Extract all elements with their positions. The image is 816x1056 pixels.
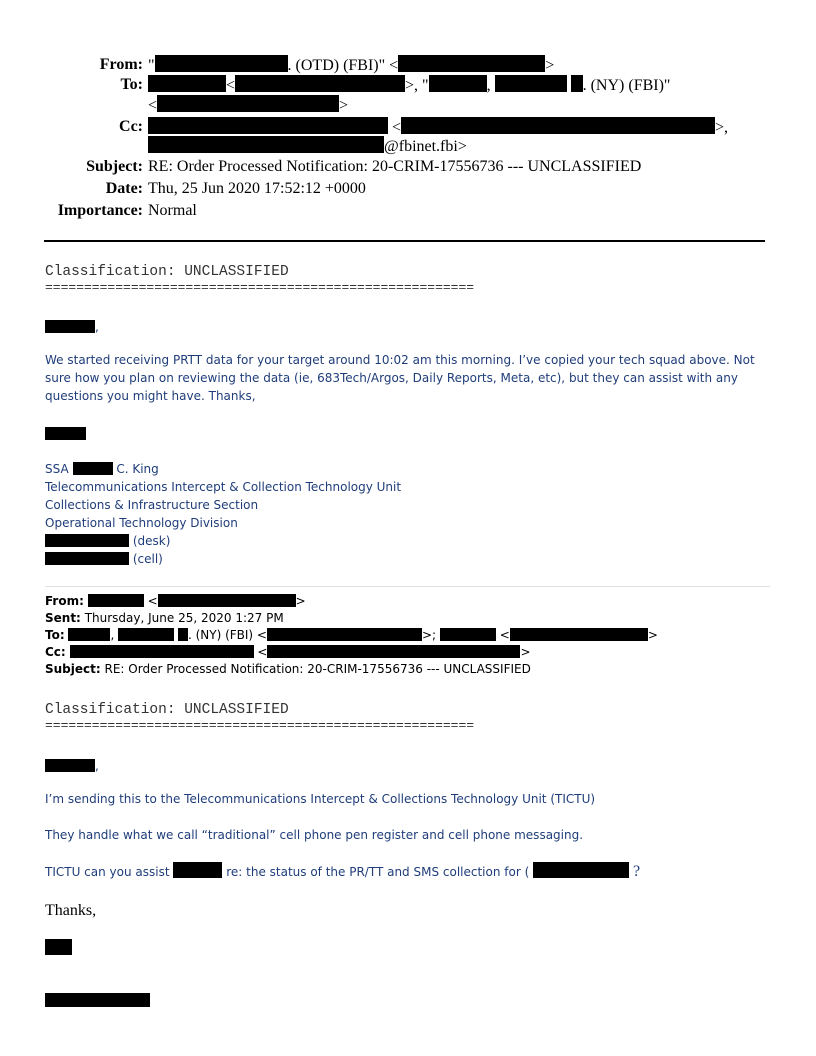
redaction-block [510, 628, 648, 641]
redaction-block [267, 645, 520, 658]
header-cc-row [0, 117, 816, 137]
redaction-block [173, 862, 222, 878]
redaction-block [440, 628, 496, 641]
redaction-block [267, 628, 422, 641]
redaction-block [157, 95, 339, 112]
from-label: From: [99, 56, 143, 73]
redaction-block [70, 645, 254, 658]
header-to-row [0, 75, 816, 95]
cc-value: < >, [148, 117, 728, 137]
signature-cell: (cell) [45, 550, 401, 568]
redaction-block [45, 320, 95, 333]
quoted-initials-redaction [45, 939, 72, 955]
header-from-row [0, 55, 816, 75]
redaction-block [73, 462, 113, 475]
quoted-subject-row: Subject: RE: Order Processed Notification: 20-CRIM-17556736 --- UNCLASSIFIED [45, 662, 531, 676]
quoted-sent-row: Sent: Thursday, June 25, 2020 1:27 PM [45, 611, 284, 625]
quoted-classification-line: Classification: UNCLASSIFIED [45, 702, 289, 718]
cc-value-2: @fbinet.fbi> [148, 136, 467, 156]
separator-line: ======================================================= [45, 280, 475, 295]
redaction-block [148, 117, 388, 134]
redaction-block [45, 534, 129, 547]
redaction-block [148, 136, 384, 153]
header-subject-row [0, 157, 816, 177]
subject-label: Subject: [86, 158, 143, 175]
redaction-block [68, 628, 110, 641]
redaction-block [118, 628, 174, 641]
signature-unit: Telecommunications Intercept & Collection Technology Unit [45, 480, 402, 494]
redaction-block [429, 75, 487, 92]
importance-value: Normal [148, 202, 197, 219]
to-value-2: < > [148, 97, 349, 114]
quoted-separator-line: ======================================================= [45, 718, 475, 733]
signature-name: SSA C. King [45, 462, 159, 476]
redaction-block [495, 75, 567, 92]
quoted-header [45, 593, 658, 678]
redaction-block [88, 594, 144, 607]
quoted-cc-row: Cc: < > [45, 645, 531, 659]
from-value: " . (OTD) (FBI)" < > [148, 57, 555, 74]
redaction-block [45, 759, 95, 772]
signature-block [45, 460, 401, 568]
quoted-signature-redaction [45, 993, 150, 1007]
redaction-block [235, 75, 405, 92]
quoted-from-row: From: < > [45, 594, 306, 608]
redaction-block [45, 552, 129, 565]
redaction-block [533, 862, 629, 878]
header-date-row [0, 179, 816, 199]
redaction-block [178, 628, 188, 641]
quoted-line-2: They handle what we call “traditional” cell phone pen register and cell phone messaging. [45, 828, 584, 842]
quoted-greeting: , [45, 757, 99, 775]
sender-initials-redaction [45, 427, 86, 440]
classification-line: Classification: UNCLASSIFIED [45, 264, 289, 280]
header-cc-row-2 [0, 136, 816, 156]
signature-division: Operational Technology Division [45, 516, 238, 530]
greeting: , [45, 318, 99, 336]
quoted-to-row: To: , . (NY) (FBI) < >; < > [45, 628, 658, 642]
redaction-block [148, 75, 226, 92]
redaction-block [155, 55, 288, 72]
cc-label: Cc: [119, 118, 143, 135]
quoted-thanks: Thanks, [45, 902, 97, 919]
signature-section: Collections & Infrastructure Section [45, 498, 259, 512]
signature-desk: (desk) [45, 532, 401, 550]
redaction-block [571, 75, 583, 92]
quoted-line-1: I’m sending this to the Telecommunications Intercept & Collections Technology Unit (TICTU) [45, 792, 596, 806]
header-divider [44, 240, 765, 242]
reply-body: We started receiving PRTT data for your target around 10:02 am this morning. I’ve copied your tech squad above. Not sure how you plan on reviewing the data (ie, 683Tech/Argos, Daily Reports, Meta, etc), but they can assist with any questions you might have. Thanks, [45, 353, 755, 403]
quoted-line-3: TICTU can you assist re: the status of the PR/TT and SMS collection for ( ? [45, 863, 641, 880]
header-importance-row [0, 201, 816, 221]
to-label: To: [120, 76, 143, 93]
redaction-block [398, 55, 545, 72]
importance-label: Importance: [57, 202, 143, 219]
subject-value: RE: Order Processed Notification: 20-CRIM-17556736 --- UNCLASSIFIED [148, 158, 642, 175]
to-value: < >, " , . (NY) (FBI)" [148, 75, 670, 95]
date-label: Date: [105, 180, 143, 197]
redaction-block [401, 117, 715, 134]
quoted-divider [45, 586, 770, 587]
redaction-block [158, 594, 296, 607]
date-value: Thu, 25 Jun 2020 17:52:12 +0000 [148, 180, 366, 197]
header-to-row-2 [0, 95, 816, 115]
